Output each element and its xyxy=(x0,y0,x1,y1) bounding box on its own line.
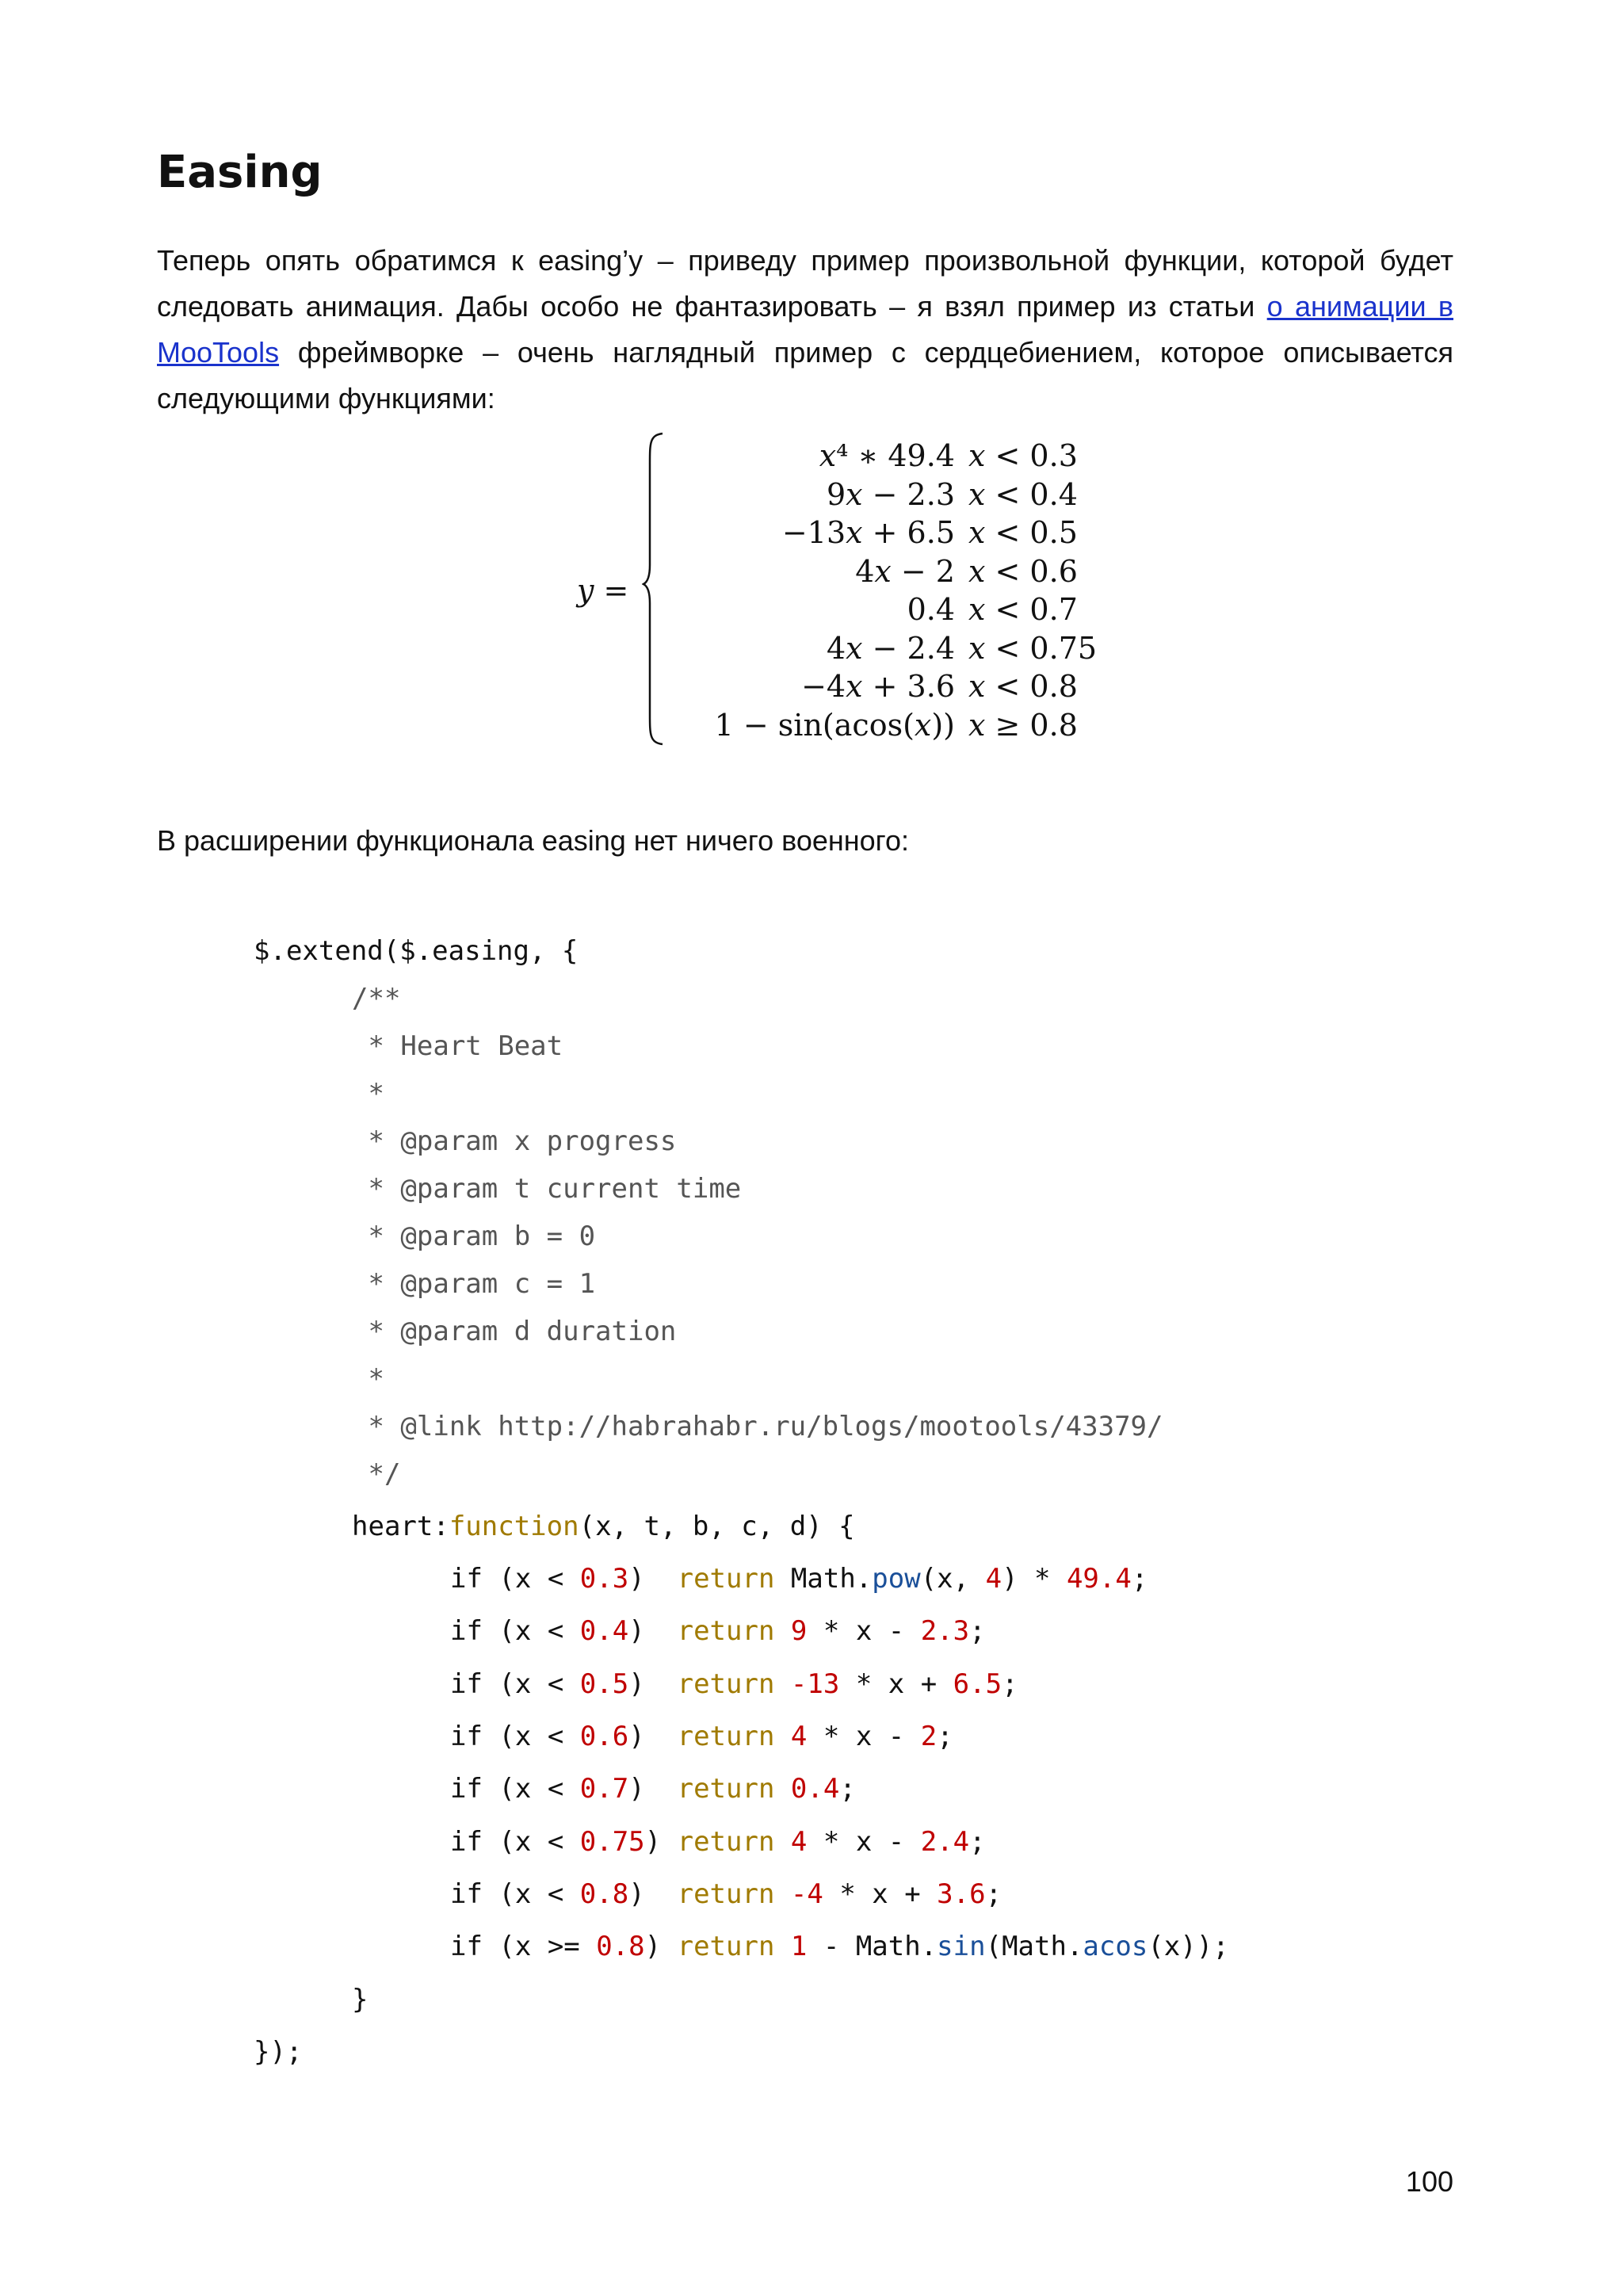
intro-paragraph xyxy=(157,238,1453,422)
code-line: if (x < 0.75) return 4 * x - 2.4; xyxy=(450,1826,986,1858)
formula-case-expression: x⁴ ∗ 49.4 xyxy=(819,438,955,473)
code-close-fn: } xyxy=(352,1984,369,2015)
code-line: if (x < 0.5) return -13 * x + 6.5; xyxy=(450,1668,1018,1700)
comment-line: * Heart Beat xyxy=(352,1030,563,1062)
function-keyword: function xyxy=(449,1511,579,1542)
intro-text-end: фреймворке – очень наглядный пример с сердцебиением, которое описывается следующими функциями: xyxy=(157,336,1453,415)
formula-case-expression: −4x + 3.6 xyxy=(801,669,955,704)
formula-case-row xyxy=(658,514,1078,552)
fn-name: heart: xyxy=(352,1511,449,1542)
code-line: if (x < 0.6) return 4 * x - 2; xyxy=(450,1721,953,1752)
code-block xyxy=(254,934,1363,2099)
formula-case-expression: 0.4 xyxy=(907,592,955,627)
formula-case-expression: 4x − 2.4 xyxy=(826,630,955,666)
formula-cases xyxy=(658,432,1098,749)
piecewise-formula xyxy=(555,432,1098,749)
mootools-article-link[interactable]: о анимации в MooTools xyxy=(157,290,1453,369)
code-close: }); xyxy=(254,2036,303,2068)
formula-case-condition: x < 0.8 xyxy=(968,669,1078,704)
comment-line: * xyxy=(352,1078,384,1110)
comment-line: * @link http://habrahabr.ru/blogs/mootools/43379/ xyxy=(352,1411,1163,1442)
comment-line: * @param c = 1 xyxy=(352,1268,596,1300)
comment-line: */ xyxy=(352,1458,401,1490)
formula-case-row xyxy=(658,706,1078,744)
intro-text-start: Теперь опять обратимся к easing’у – приведу пример произвольной функции, которой будет следовать анимация. Дабы особо не фантазировать – я взял пример из статьи xyxy=(157,244,1453,323)
formula-case-condition: x < 0.7 xyxy=(968,592,1078,627)
code-line: if (x < 0.3) return Math.pow(x, 4) * 49.4; xyxy=(450,1563,1148,1595)
formula-case-condition: x < 0.6 xyxy=(968,553,1078,589)
extension-paragraph: В расширении функционала easing нет ничего военного: xyxy=(157,824,910,857)
formula-case-row xyxy=(658,476,1078,514)
comment-line: * @param x progress xyxy=(352,1125,677,1157)
formula-case-condition: x < 0.4 xyxy=(968,476,1078,512)
formula-case-expression: −13x + 6.5 xyxy=(781,515,955,550)
formula-lhs: y = xyxy=(577,573,629,608)
code-line: if (x < 0.7) return 0.4; xyxy=(450,1773,856,1805)
formula-case-expression: 1 − sin(acos(x)) xyxy=(714,707,955,743)
formula-case-row xyxy=(658,629,1098,667)
formula-case-condition: x < 0.3 xyxy=(968,438,1078,473)
formula-case-expression: 9x − 2.3 xyxy=(826,476,955,512)
comment-line: * @param b = 0 xyxy=(352,1221,596,1252)
formula-case-row xyxy=(658,590,1078,628)
code-line: if (x < 0.4) return 9 * x - 2.3; xyxy=(450,1615,986,1647)
comment-line: * @param d duration xyxy=(352,1316,677,1347)
comment-line: * xyxy=(352,1363,384,1395)
formula-case-expression: 4x − 2 xyxy=(855,553,955,589)
section-heading: Easing xyxy=(157,147,323,198)
formula-case-row xyxy=(658,552,1078,590)
code-line: if (x >= 0.8) return 1 - Math.sin(Math.acos(x)); xyxy=(450,1931,1229,1962)
comment-line: /** xyxy=(352,983,401,1014)
code-open: $.extend($.easing, { xyxy=(254,935,579,967)
formula-case-condition: x ≥ 0.8 xyxy=(968,707,1078,743)
fn-args: (x, t, b, c, d) { xyxy=(579,1511,855,1542)
comment-line: * @param t current time xyxy=(352,1173,742,1205)
function-signature xyxy=(352,1509,855,1544)
formula-case-condition: x < 0.75 xyxy=(968,630,1098,666)
page-number: 100 xyxy=(1405,2165,1453,2198)
code-line: if (x < 0.8) return -4 * x + 3.6; xyxy=(450,1878,1002,1910)
formula-case-condition: x < 0.5 xyxy=(968,515,1078,550)
formula-case-row xyxy=(658,667,1078,705)
formula-case-row xyxy=(658,437,1078,475)
